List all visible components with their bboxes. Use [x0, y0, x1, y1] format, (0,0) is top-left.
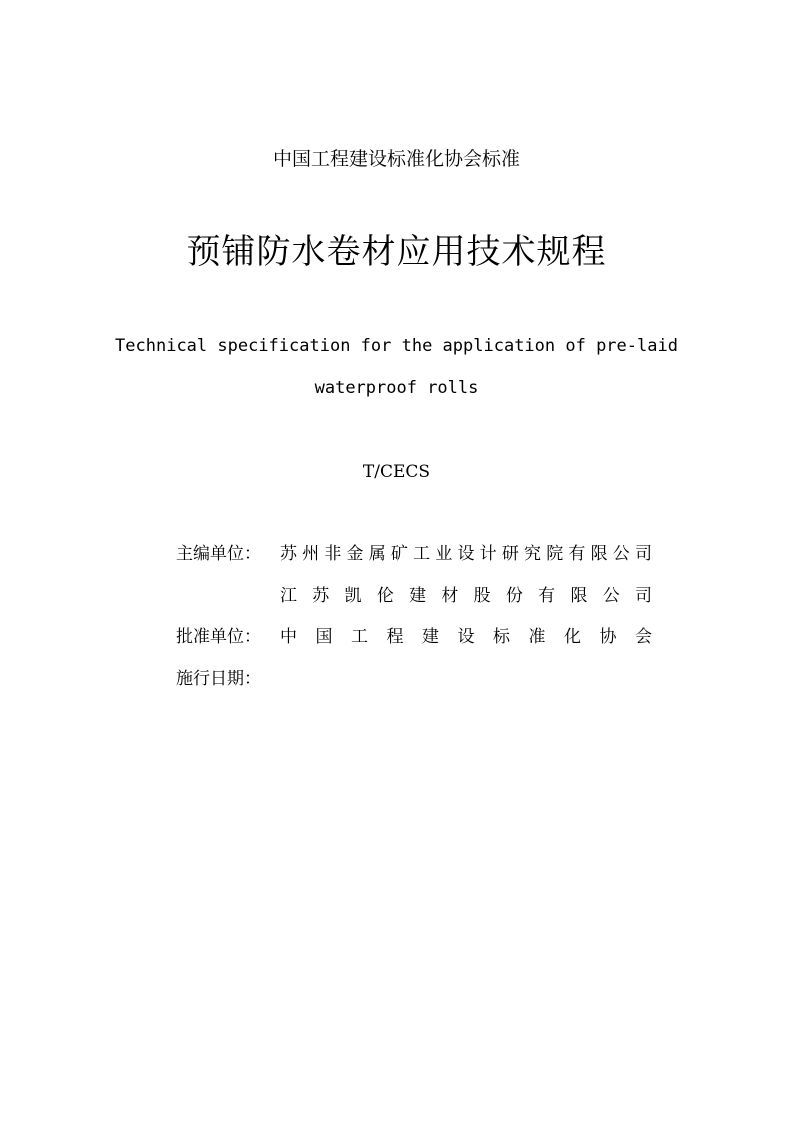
document-title-chinese: 预铺防水卷材应用技术规程 [186, 232, 607, 272]
document-title-english-line-2: waterproof rolls [314, 378, 479, 398]
document-title-english-line-1: Technical specification for the application of pre-laid [115, 336, 678, 356]
approver-unit: 中 国 工 程 建 设 标 准 化 协 会 [280, 627, 652, 647]
chief-editor-unit-1: 苏州非金属矿工业设计研究院有限公司 [280, 544, 652, 564]
chief-editor-label: 主编单位： [176, 544, 261, 564]
effective-date-label: 施行日期： [176, 669, 261, 689]
approver-label: 批准单位： [176, 627, 261, 647]
chief-editor-unit-2: 江 苏 凯 伦 建 材 股 份 有 限 公 司 [280, 586, 652, 606]
issuer-heading: 中国工程建设标准化协会标准 [272, 148, 520, 170]
standard-code: T/CECS [362, 462, 431, 482]
